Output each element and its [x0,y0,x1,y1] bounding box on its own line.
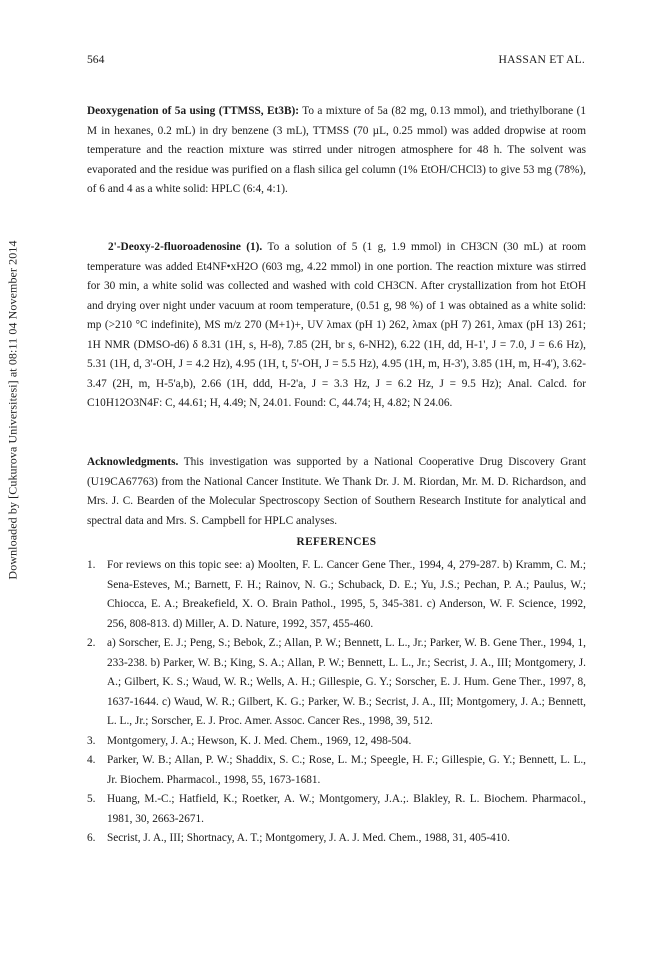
paragraph-deoxygenation [87,102,586,200]
references-list [87,556,586,849]
reference-number: 1. [87,559,96,571]
reference-text: Secrist, J. A., III; Shortnacy, A. T.; Montgomery, J. A. J. Med. Chem., 1988, 31, 405-410. [107,832,510,844]
acknowledgments-body: This investigation was supported by a National Cooperative Drug Discovery Grant (U19CA67763) from the National Cancer Institute. We Thank Dr. J. M. Riordan, Mr. M. D. Richardson, and Mrs. J. C. Bearden of the Molecular Spectroscopy Section of Southern Research Institute for analytical and spectral data and Mrs. S. Campbell for HPLC analyses. [87,456,586,527]
download-watermark [4,150,22,670]
reference-number: 5. [87,793,96,805]
reference-item [87,790,586,829]
reference-text: Huang, M.-C.; Hatfield, K.; Roetker, A. W.; Montgomery, J.A.;. Blakley, R. L. Biochem. Pharmacol., 1981, 30, 2663-2671. [107,793,586,825]
page-number: 564 [87,53,105,66]
reference-number: 6. [87,832,96,844]
references-heading: REFERENCES [296,536,377,548]
acknowledgments-title: Acknowledgments. [87,456,179,468]
paragraph-title: 2'-Deoxy-2-fluoroadenosine (1). [108,241,263,253]
reference-text: Montgomery, J. A.; Hewson, K. J. Med. Chem., 1969, 12, 498-504. [107,734,412,747]
paragraph-fluoroadenosine [87,238,586,414]
reference-text: a) Sorscher, E. J.; Peng, S.; Bebok, Z.; Allan, P. W.; Bennett, L. L., Jr.; Parker, W. B. Gene Ther., 1994, 1, 233-238. b) Parker, W. B.; King, S. A.; Allan, P. W.; Bennett, L. L., Jr.; Secrist, J. A., III; Montgomery, J. A.; Gilbert, K. S.; Waud, W. R.; Wells, A. H.; Gillespie, G. Y.; Sorscher, E. J. Hum. Gene Ther., 1997, 8, 1637-1644. c) Waud, W. R.; Gilbert, K. G.; Parker, W. B.; Secrist, J. A., III; Montgomery, J. A.; Bennett, L. L., Jr.; Sorscher, E. J. Proc. Amer. Assoc. Cancer Res., 1998, 39, 512. [107,637,586,727]
paragraph-acknowledgments [87,453,586,531]
reference-item [87,751,586,790]
reference-item [87,556,586,634]
reference-item [87,829,586,849]
paragraph-body: To a solution of 5 (1 g, 1.9 mmol) in CH3CN (30 mL) at room temperature was added Et4NF•xH2O (603 mg, 4.22 mmol) in one portion. The reaction mixture was stirred for 30 min, a white solid was collected and washed with cold CH3CN. After crystallization from hot EtOH and drying over night under vacuum at room temperature, (0.51 g, 98 %) of 1 was obtained as a white solid: mp (>210 °C indefinite), MS m/z 270 (M+1)+, UV λmax (pH 1) 262, λmax (pH 7) 261, λmax (pH 13) 261; 1H NMR (DMSO-d6) δ 8.31 (1H, s, H-8), 7.85 (2H, br s, 6-NH2), 6.22 (1H, dd, H-1', J = 7.0, J = 6.6 Hz), 5.31 (1H, d, 3'-OH, J = 4.2 Hz), 4.95 (1H, t, 5'-OH, J = 5.5 Hz), 4.95 (1H, m, H-3'), 3.85 (1H, m, H-4'), 3.62-3.47 (2H, m, H-5'a,b), 2.66 (1H, ddd, H-2'a, J = 3.3 Hz, J = 6.2 Hz, J = 9.5 Hz); Anal. Calcd. for C10H12O3N4F: C, 44.61; H, 4.49; N, 24.01. Found: C, 44.74; H, 4.82; N 24.06. [87,241,587,409]
paragraph-title: Deoxygenation of 5a using (TTMSS, Et3B): [87,105,300,117]
reference-number: 4. [87,754,96,766]
reference-text: For reviews on this topic see: a) Moolten, F. L. Cancer Gene Ther., 1994, 4, 279-287. b) Kramm, C. M.; Sena-Esteves, M.; Barnett, F. H.; Rainov, N. G.; Schuback, D. E.; Yu, J.S.; Pechan, P. A.; Paulus, W.; Chiocca, E. A.; Breakefield, X. O. Brain Pathol., 1995, 5, 345-381. c) Anderson, W. F. Science, 1992, 256, 808-813. d) Miller, A. D. Nature, 1992, 357, 455-460. [107,559,586,630]
reference-item [87,634,586,732]
running-title: HASSAN ET AL. [498,53,585,66]
reference-text: Parker, W. B.; Allan, P. W.; Shaddix, S. C.; Rose, L. M.; Speegle, H. F.; Gillespie, G. Y.; Bennett, L. L., Jr. Biochem. Pharmacol., 1998, 55, 1673-1681. [107,754,586,786]
reference-number: 3. [87,734,96,747]
reference-number: 2. [87,637,96,649]
download-watermark-text: Downloaded by [Cukurova Universitesi] at 08:11 04 November 2014 [5,240,20,580]
paragraph-body: To a mixture of 5a (82 mg, 0.13 mmol), and triethylborane (1 M in hexanes, 0.2 mL) in dry benzene (3 mL), TTMSS (70 µL, 0.25 mmol) was added dropwise at room temperature and the reaction mixture was stirred under nitrogen atmosphere for 48 h. The solvent was evaporated and the residue was purified on a flash silica gel column (1% EtOH/CHCl3) to give 53 mg (78%), of 6 and 4 as a white solid: HPLC (6:4, 4:1). [87,105,587,195]
page-header [87,53,585,69]
reference-item [87,732,586,752]
